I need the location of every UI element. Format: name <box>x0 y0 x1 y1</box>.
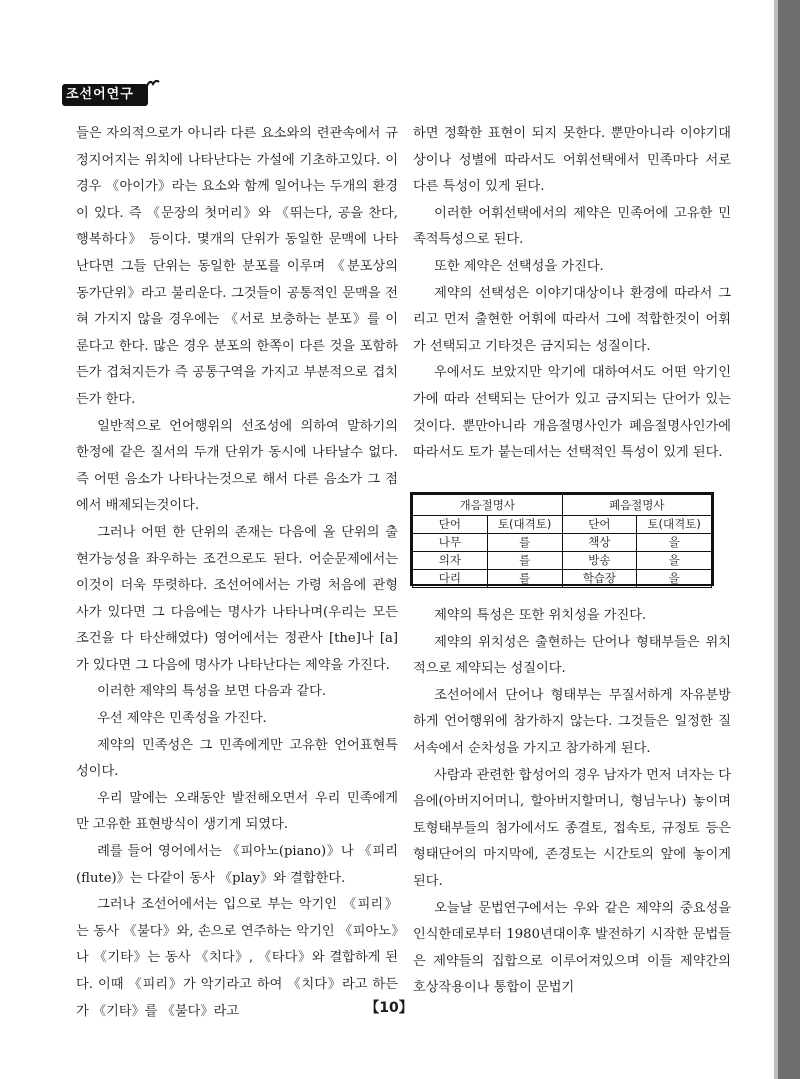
table-cell: 방송 <box>562 552 637 570</box>
table-cell: 를 <box>487 552 562 570</box>
table-cell: 의자 <box>413 552 488 570</box>
paragraph: 이러한 제약의 특성을 보면 다음과 같다. <box>97 684 327 700</box>
paragraph: 제약의 위치성은 출현하는 단어나 형태부들은 위치적으로 제약되는 성질이다. <box>413 634 731 677</box>
right-column-top <box>413 121 731 467</box>
paragraph: 제약의 선택성은 이야기대상이나 환경에 따라서 그리고 먼저 출현한 어휘에 따라서 그에 적합한것이 어휘가 선택되고 기타것은 금지되는 성질이다. <box>413 285 731 354</box>
paragraph: 례를 들어 영어에서는 《피아노(piano)》나 《피리(flute)》는 다같이 동사 《play》와 결합한다. <box>76 844 398 886</box>
logo-ornament-icon <box>146 78 160 88</box>
table-row <box>413 570 712 588</box>
paragraph: 들은 자의적으로가 아니라 다른 요소와의 련관속에서 규정지어지는 위치에 나타난다는 가설에 기초하고있다. 이 경우 《아이가》라는 요소와 함께 일어나는 두개의 환경이 있다. 즉 《문장의 첫머리》와 《뛰는다, 공을 찬다, 행복하다》 등이다. 몇개의 단위가 동일한 문맥에 나타난다면 그들 단위는 동일한 분포를 이루며 《분포상의 동가단위》라고 불리운다. 그것들이 공통적인 문맥을 전혀 가지지 않을 경우에는 《서로 보충하는 분포》를 이룬다고 한다. 많은 경우 분포의 한쪽이 다른 것을 포함하든가 겹쳐지든가 즉 공통구역을 가지고 부분적으로 겹치든가 한다. <box>76 126 398 407</box>
paragraph: 하면 정확한 표현이 되지 못한다. 뿐만아니라 이야기대상이나 성별에 따라서도 어휘선택에서 민족마다 서로 다른 특성이 있게 된다. <box>413 126 731 195</box>
paragraph: 우리 말에는 오래동안 발전해오면서 우리 민족에게만 고유한 표현방식이 생기게 되였다. <box>76 790 398 833</box>
table-cell: 책상 <box>562 534 637 552</box>
paragraph: 또한 제약은 선택성을 가진다. <box>434 258 604 274</box>
paragraph: 제약의 특성은 또한 위치성을 가진다. <box>434 608 647 623</box>
table-cell: 을 <box>637 570 712 588</box>
right-column-bottom <box>413 603 731 1002</box>
journal-logo <box>62 84 154 108</box>
paragraph: 이러한 어휘선택에서의 제약은 민족어에 고유한 민족적특성으로 된다. <box>413 205 731 248</box>
noun-particle-table <box>410 492 714 586</box>
sub-header-word: 단어 <box>562 516 637 534</box>
table-row <box>413 552 712 570</box>
table-cell: 다리 <box>413 570 488 588</box>
table-cell: 나무 <box>413 534 488 552</box>
paragraph: 그러나 조선어에서는 입으로 부는 악기인 《피리》는 동사 《불다》와, 손으로 연주하는 악기인 《피아노》나 《기타》는 동사 《치다》, 《타다》와 결합하게 된다. 이때 《피리》가 악기라고 하여 《치다》라고 하든가 《기타》를 《불다》라고 <box>76 897 398 1019</box>
data-table <box>412 494 712 588</box>
page-edge-bar <box>778 0 800 1079</box>
logo-text: 조선어연구 <box>66 87 134 102</box>
paragraph: 일반적으로 언어행위의 선조성에 의하여 말하기의 한정에 같은 질서의 두개 단위가 동시에 나타날수 없다. 즉 어떤 음소가 나타나는것으로 해서 다른 음소가 그 점에서 배제되는것이다. <box>76 418 398 514</box>
paragraph: 우에서도 보았지만 악기에 대하여서도 어떤 악기인가에 따라 선택되는 단어가 있고 금지되는 단어가 있는것이다. 뿐만아니라 개음절명사인가 폐음절명사인가에 따라서도 토가 붙는데서는 선택적인 특성이 있게 된다. <box>413 365 731 461</box>
paragraph: 제약의 민족성은 그 민족에게만 고유한 언어표현특성이다. <box>76 737 398 780</box>
paragraph: 사람과 관련한 합성어의 경우 남자가 먼저 녀자는 다음에(아버지어머니, 할아버지할머니, 형님누나) 놓이며 토형태부들의 첨가에서도 종결토, 접속토, 규정토 등은 형태단어의 마지막에, 존경토는 시간토의 앞에 놓이게 된다. <box>413 767 731 889</box>
sub-header-particle: 토(대격토) <box>487 516 562 534</box>
sub-header-word: 단어 <box>413 516 488 534</box>
sub-header-particle: 토(대격토) <box>637 516 712 534</box>
table-row <box>413 534 712 552</box>
table-cell: 학습장 <box>562 570 637 588</box>
left-column <box>76 121 398 1025</box>
table-cell: 을 <box>637 552 712 570</box>
table-group-header-row <box>413 495 712 516</box>
paragraph: 오늘날 문법연구에서는 우와 같은 제약의 중요성을 인식한데로부터 1980년대이후 발전하기 시작한 문법들은 제약들의 집합으로 이루어져있으며 이들 제약간의 호상작용이나 통합이 문법기 <box>413 900 731 996</box>
page-number: 【10】 <box>365 1000 413 1016</box>
table-cell: 를 <box>487 534 562 552</box>
paragraph: 우선 제약은 민족성을 가진다. <box>97 711 267 727</box>
paragraph: 조선어에서 단어나 형태부는 무질서하게 자유분방하게 언어행위에 참가하지 않는다. 그것들은 일정한 질서속에서 순차성을 가지고 참가하게 된다. <box>413 687 731 756</box>
group-header-open-syllable: 개음절명사 <box>413 495 563 516</box>
table-cell: 을 <box>637 534 712 552</box>
group-header-closed-syllable: 폐음절명사 <box>562 495 712 516</box>
paragraph: 그러나 어떤 한 단위의 존재는 다음에 올 단위의 출현가능성을 좌우하는 조건으로도 된다. 어순문제에서는 이것이 더욱 뚜렷하다. 조선어에서는 가령 처음에 관형사가 있다면 그 다음에는 명사가 나타나며(우리는 모든 조건을 다 타산해였다) 영어에서는 정관사 [the]나 [a]가 있다면 그 다음에 명사가 나타난다는 제약을 가진다. <box>76 524 398 673</box>
table-cell: 를 <box>487 570 562 588</box>
table-sub-header-row <box>413 516 712 534</box>
